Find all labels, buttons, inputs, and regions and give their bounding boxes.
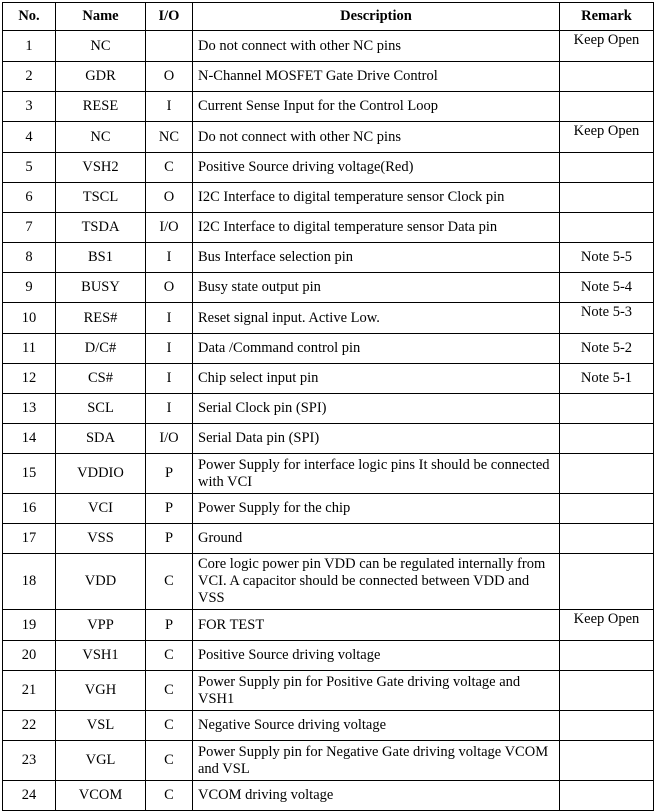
cell-io: P <box>146 454 193 494</box>
cell-io: C <box>146 641 193 671</box>
cell-name: VGH <box>56 671 146 711</box>
cell-description: Power Supply pin for Negative Gate driving voltage VCOM and VSL <box>193 741 560 781</box>
cell-description: Positive Source driving voltage(Red) <box>193 153 560 183</box>
cell-no: 17 <box>3 524 56 554</box>
cell-remark <box>560 394 654 424</box>
table-body <box>3 31 654 811</box>
cell-no: 6 <box>3 183 56 213</box>
table-row <box>3 183 654 213</box>
cell-name: CS# <box>56 364 146 394</box>
cell-description: Power Supply for interface logic pins It should be connected with VCI <box>193 454 560 494</box>
cell-io: P <box>146 494 193 524</box>
cell-no: 12 <box>3 364 56 394</box>
cell-description: Power Supply pin for Positive Gate driving voltage and VSH1 <box>193 671 560 711</box>
cell-description: Do not connect with other NC pins <box>193 122 560 153</box>
cell-io: C <box>146 781 193 811</box>
table-row <box>3 334 654 364</box>
cell-description: Current Sense Input for the Control Loop <box>193 92 560 122</box>
cell-description: Bus Interface selection pin <box>193 243 560 273</box>
table-row <box>3 62 654 92</box>
table-row <box>3 273 654 303</box>
cell-no: 9 <box>3 273 56 303</box>
table-row <box>3 711 654 741</box>
cell-description: I2C Interface to digital temperature sensor Data pin <box>193 213 560 243</box>
cell-remark <box>560 213 654 243</box>
cell-remark <box>560 711 654 741</box>
cell-remark <box>560 641 654 671</box>
cell-description: Power Supply for the chip <box>193 494 560 524</box>
header-io: I/O <box>146 3 193 31</box>
cell-name: VGL <box>56 741 146 781</box>
cell-remark <box>560 153 654 183</box>
cell-io: C <box>146 671 193 711</box>
cell-name: RES# <box>56 303 146 334</box>
cell-remark <box>560 92 654 122</box>
cell-no: 2 <box>3 62 56 92</box>
cell-remark: Note 5-3 <box>560 303 654 334</box>
cell-io: O <box>146 273 193 303</box>
cell-io: O <box>146 62 193 92</box>
cell-name: RESE <box>56 92 146 122</box>
table-row <box>3 524 654 554</box>
table-row <box>3 741 654 781</box>
cell-name: NC <box>56 31 146 62</box>
cell-name: VSS <box>56 524 146 554</box>
table-row <box>3 494 654 524</box>
cell-io: NC <box>146 122 193 153</box>
cell-io: I <box>146 92 193 122</box>
cell-name: NC <box>56 122 146 153</box>
cell-name: SCL <box>56 394 146 424</box>
table-row <box>3 554 654 610</box>
cell-io: I <box>146 243 193 273</box>
cell-remark <box>560 671 654 711</box>
table-row <box>3 243 654 273</box>
table-row <box>3 31 654 62</box>
cell-name: VSL <box>56 711 146 741</box>
cell-no: 1 <box>3 31 56 62</box>
table-row <box>3 781 654 811</box>
cell-io: C <box>146 153 193 183</box>
cell-description: N-Channel MOSFET Gate Drive Control <box>193 62 560 92</box>
table-row <box>3 122 654 153</box>
cell-no: 15 <box>3 454 56 494</box>
cell-name: VDD <box>56 554 146 610</box>
table-row <box>3 153 654 183</box>
table-row <box>3 303 654 334</box>
cell-description: Do not connect with other NC pins <box>193 31 560 62</box>
cell-no: 24 <box>3 781 56 811</box>
cell-remark: Note 5-5 <box>560 243 654 273</box>
cell-no: 11 <box>3 334 56 364</box>
cell-no: 7 <box>3 213 56 243</box>
header-remark: Remark <box>560 3 654 31</box>
table-row <box>3 610 654 641</box>
cell-io: I <box>146 394 193 424</box>
cell-name: TSDA <box>56 213 146 243</box>
table-row <box>3 364 654 394</box>
cell-no: 23 <box>3 741 56 781</box>
cell-description: Data /Command control pin <box>193 334 560 364</box>
cell-io: C <box>146 711 193 741</box>
table-row <box>3 671 654 711</box>
cell-name: TSCL <box>56 183 146 213</box>
cell-description: FOR TEST <box>193 610 560 641</box>
cell-name: VPP <box>56 610 146 641</box>
cell-remark <box>560 554 654 610</box>
cell-remark: Keep Open <box>560 610 654 641</box>
cell-description: I2C Interface to digital temperature sensor Clock pin <box>193 183 560 213</box>
cell-remark <box>560 454 654 494</box>
cell-description: Reset signal input. Active Low. <box>193 303 560 334</box>
cell-io: I/O <box>146 213 193 243</box>
cell-description: VCOM driving voltage <box>193 781 560 811</box>
cell-remark: Note 5-4 <box>560 273 654 303</box>
cell-remark <box>560 494 654 524</box>
cell-description: Core logic power pin VDD can be regulated internally from VCI. A capacitor should be connected between VDD and VSS <box>193 554 560 610</box>
cell-io <box>146 31 193 62</box>
table-row <box>3 394 654 424</box>
cell-name: VCOM <box>56 781 146 811</box>
cell-description: Serial Clock pin (SPI) <box>193 394 560 424</box>
cell-name: GDR <box>56 62 146 92</box>
cell-io: P <box>146 524 193 554</box>
cell-description: Positive Source driving voltage <box>193 641 560 671</box>
cell-no: 19 <box>3 610 56 641</box>
cell-remark <box>560 781 654 811</box>
cell-io: I <box>146 334 193 364</box>
cell-description: Chip select input pin <box>193 364 560 394</box>
pin-description-table <box>2 2 654 811</box>
cell-no: 21 <box>3 671 56 711</box>
cell-remark <box>560 62 654 92</box>
cell-io: C <box>146 741 193 781</box>
cell-name: VDDIO <box>56 454 146 494</box>
header-name: Name <box>56 3 146 31</box>
cell-remark: Note 5-2 <box>560 334 654 364</box>
table-header-row <box>3 3 654 31</box>
cell-io: O <box>146 183 193 213</box>
cell-no: 20 <box>3 641 56 671</box>
cell-remark <box>560 741 654 781</box>
header-description: Description <box>193 3 560 31</box>
cell-remark <box>560 524 654 554</box>
table-row <box>3 424 654 454</box>
table-row <box>3 92 654 122</box>
cell-remark <box>560 183 654 213</box>
cell-name: VSH1 <box>56 641 146 671</box>
cell-no: 22 <box>3 711 56 741</box>
cell-no: 5 <box>3 153 56 183</box>
table-row <box>3 213 654 243</box>
cell-description: Serial Data pin (SPI) <box>193 424 560 454</box>
cell-name: VSH2 <box>56 153 146 183</box>
cell-remark: Keep Open <box>560 31 654 62</box>
table-row <box>3 454 654 494</box>
cell-name: BUSY <box>56 273 146 303</box>
table-row <box>3 641 654 671</box>
cell-no: 13 <box>3 394 56 424</box>
cell-io: I <box>146 364 193 394</box>
cell-description: Busy state output pin <box>193 273 560 303</box>
cell-remark <box>560 424 654 454</box>
cell-io: I/O <box>146 424 193 454</box>
cell-io: P <box>146 610 193 641</box>
cell-name: BS1 <box>56 243 146 273</box>
cell-no: 16 <box>3 494 56 524</box>
cell-name: SDA <box>56 424 146 454</box>
cell-no: 18 <box>3 554 56 610</box>
cell-io: C <box>146 554 193 610</box>
cell-name: VCI <box>56 494 146 524</box>
cell-no: 8 <box>3 243 56 273</box>
cell-remark: Keep Open <box>560 122 654 153</box>
cell-io: I <box>146 303 193 334</box>
cell-no: 10 <box>3 303 56 334</box>
cell-name: D/C# <box>56 334 146 364</box>
cell-no: 14 <box>3 424 56 454</box>
cell-no: 3 <box>3 92 56 122</box>
header-no: No. <box>3 3 56 31</box>
cell-description: Ground <box>193 524 560 554</box>
cell-description: Negative Source driving voltage <box>193 711 560 741</box>
cell-remark: Note 5-1 <box>560 364 654 394</box>
cell-no: 4 <box>3 122 56 153</box>
